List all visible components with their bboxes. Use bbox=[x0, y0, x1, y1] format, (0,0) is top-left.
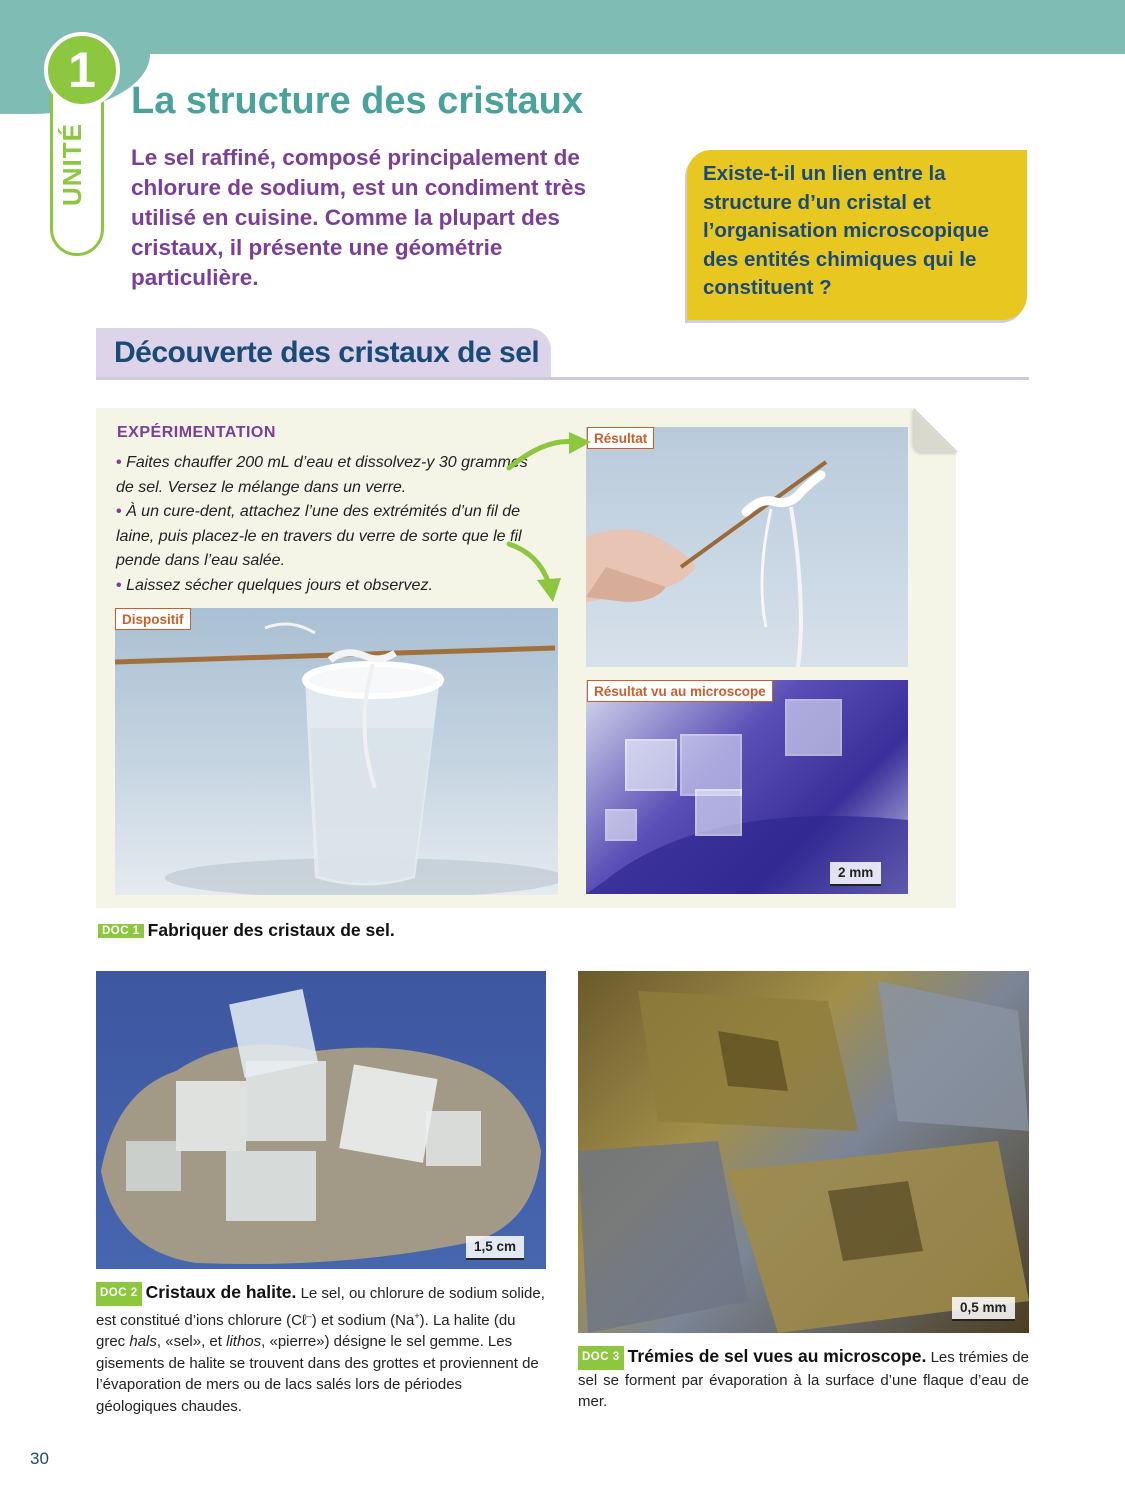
page-title: La structure des cristaux bbox=[131, 80, 583, 122]
microscope-scale: 2 mm bbox=[830, 862, 881, 886]
doc1-title: Fabriquer des cristaux de sel. bbox=[147, 920, 395, 940]
dispositif-photo bbox=[115, 608, 558, 895]
doc2-text: , «pierre») désigne le sel gemme. Les gisements de halite se trouvent dans des grottes et proviennent de l’évaporation de mers ou de lacs salés lors de périodes géologiques chaudes. bbox=[96, 1333, 539, 1415]
arrow-to-result-icon bbox=[505, 430, 595, 475]
doc2-text: ) et sodium (Na bbox=[311, 1311, 415, 1329]
doc3-text: Les trémies de sel se forment par évaporation à la surface d’une flaque d’eau de mer. bbox=[578, 1349, 1029, 1410]
header-band bbox=[0, 0, 1125, 54]
resultat-photo bbox=[586, 427, 908, 667]
experiment-step bbox=[116, 500, 536, 574]
doc2-italic: hals bbox=[129, 1333, 157, 1350]
experiment-step bbox=[116, 451, 536, 500]
experiment-step-text: Laissez sécher quelques jours et observez. bbox=[126, 576, 433, 594]
halite-photo bbox=[96, 971, 546, 1269]
unit-number: 1 bbox=[44, 32, 120, 108]
intro-text: Le sel raffiné, composé principalement de chlorure de sodium, est un condiment très utilisé en cuisine. Comme la plupart des cristaux, il présente une géométrie particulière. bbox=[131, 145, 587, 290]
experiment-steps bbox=[116, 451, 536, 598]
section-header bbox=[96, 328, 551, 380]
experiment-step-text: Faites chauffer 200 mL d’eau et dissolvez-y 30 grammes de sel. Versez le mélange dans un verre. bbox=[116, 454, 528, 496]
doc2-title: Cristaux de halite. bbox=[145, 1282, 297, 1302]
experiment-heading: EXPÉRIMENTATION bbox=[117, 424, 276, 441]
bullet-icon: • bbox=[116, 576, 122, 594]
sodium-charge: + bbox=[414, 1310, 420, 1321]
doc2-text: , «sel», et bbox=[156, 1333, 227, 1350]
hand-toothpick-illustration bbox=[586, 427, 908, 667]
bullet-icon: • bbox=[116, 454, 122, 471]
arrow-down-result-icon bbox=[505, 540, 565, 605]
doc2-text: Le sel, ou chlorure de sodium solide, est constitué d’ions chlorure (Cℓ bbox=[96, 1285, 545, 1329]
dispositif-label: Dispositif bbox=[115, 608, 191, 630]
unit-label: UNITÉ bbox=[56, 122, 87, 206]
tremies-scale: 0,5 mm bbox=[952, 1297, 1015, 1321]
doc3-caption bbox=[578, 1346, 1029, 1413]
microscope-label: Résultat vu au microscope bbox=[587, 680, 773, 702]
resultat-label: Résultat bbox=[587, 427, 654, 449]
halite-rock-illustration bbox=[96, 971, 546, 1269]
doc1-tag: DOC 1 bbox=[98, 924, 144, 938]
unit-badge bbox=[44, 32, 120, 222]
section-divider bbox=[96, 377, 1029, 380]
doc2-text: ). La halite (du grec bbox=[96, 1311, 516, 1350]
tremies-illustration bbox=[578, 971, 1029, 1333]
glass-illustration bbox=[115, 608, 558, 895]
question-text: Existe-t-il un lien entre la structure d’un cristal et l’organisation microscopique des entités chimiques qui le constituent ? bbox=[703, 162, 989, 299]
doc3-tag: DOC 3 bbox=[578, 1346, 624, 1370]
experiment-step bbox=[116, 574, 536, 599]
doc1-caption bbox=[98, 920, 395, 941]
unit-label-wrap bbox=[52, 116, 92, 212]
doc2-italic: lithos bbox=[226, 1333, 262, 1350]
page-number: 30 bbox=[30, 1449, 49, 1468]
page-fold-corner bbox=[914, 408, 958, 452]
experiment-step-text: À un cure-dent, attachez l’une des extrémités d’un fil de laine, puis placez-le en travers du verre de sorte que le fil pende dans l’eau salée. bbox=[116, 503, 522, 569]
bullet-icon: • bbox=[116, 503, 122, 520]
doc2-caption bbox=[96, 1282, 546, 1417]
section-title: Découverte des cristaux de sel bbox=[114, 336, 540, 369]
halite-scale: 1,5 cm bbox=[466, 1236, 524, 1260]
tremies-photo bbox=[578, 971, 1029, 1333]
question-box bbox=[687, 150, 1027, 320]
doc2-tag: DOC 2 bbox=[96, 1282, 142, 1306]
doc3-title: Trémies de sel vues au microscope. bbox=[627, 1346, 927, 1366]
chloride-charge: – bbox=[306, 1310, 312, 1321]
